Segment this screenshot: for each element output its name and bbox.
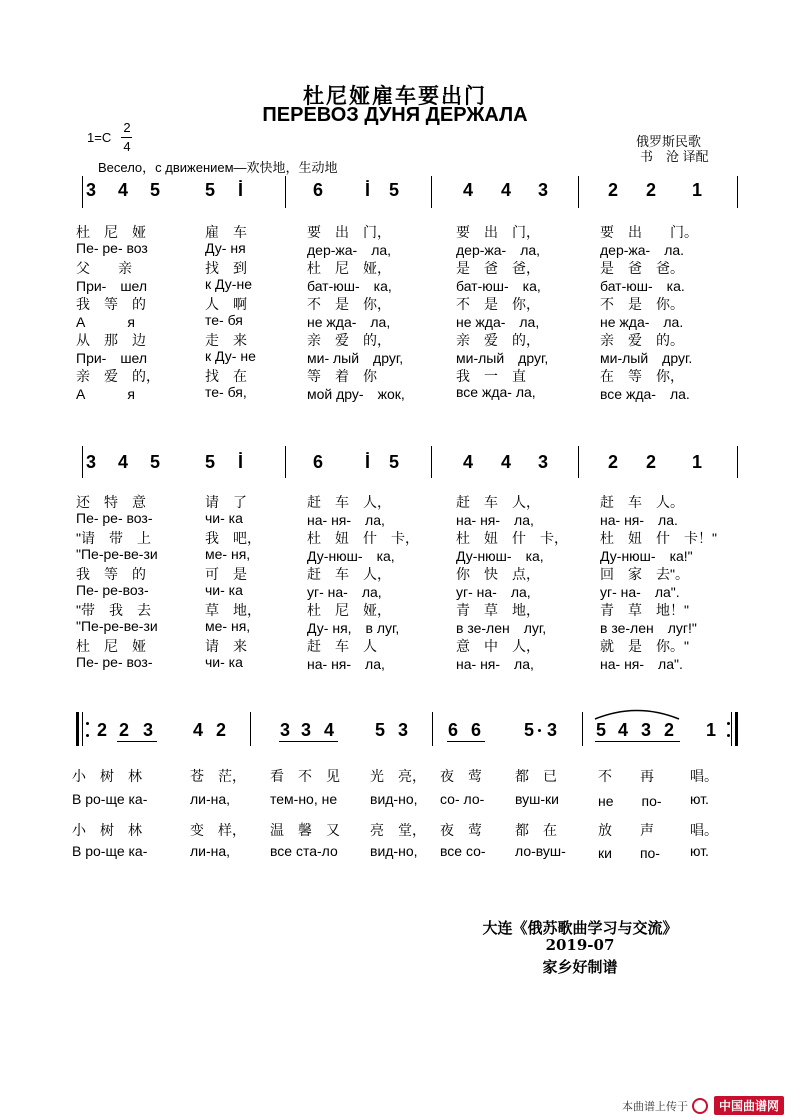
lyric-syllables: "请 带 上 <box>76 530 151 546</box>
lyric-syllables: Пе- ре-воз- <box>76 582 149 598</box>
note: 4 <box>501 452 512 472</box>
lyric-syllables: 赶 车 人， <box>456 494 540 510</box>
note: 4 <box>618 720 629 740</box>
lyric-syllables: на- ня- ла, <box>456 512 534 528</box>
note: 4 <box>193 720 204 740</box>
lyric-syllables: 要 出 门， <box>456 224 540 240</box>
lyric-syllables: все со- <box>440 843 486 859</box>
lyric-syllables: на- ня- ла, <box>456 656 534 672</box>
barline <box>582 712 583 746</box>
lyric-syllables: на- ня- ла". <box>600 656 683 672</box>
lyric-syllables: Ду-нюш- ка!" <box>600 548 693 564</box>
lyric-syllables: 赶 车 人。 <box>600 494 684 510</box>
lyric-syllables: 杜 妞 什 卡， <box>456 530 568 546</box>
lyric-syllables: 都 已 <box>515 768 557 784</box>
lyric-syllables: 变 样， <box>190 822 246 838</box>
credit-maker: 家乡好制谱 <box>542 958 618 976</box>
lyric-syllables: 要 出 门， <box>307 224 391 240</box>
note: 3 <box>538 452 549 472</box>
lyric-syllables: 小 树 林 <box>72 768 142 784</box>
note: 5 <box>150 452 161 472</box>
lyric-syllables: 杜 妞 什 卡， <box>307 530 419 546</box>
lyric-syllables: 夜 莺 <box>440 768 482 784</box>
lyric-syllables: на- ня- ла, <box>307 512 385 528</box>
lyric-syllables: ми- лый друг, <box>307 350 404 366</box>
lyric-syllables: 小 树 林 <box>72 822 142 838</box>
lyric-syllables: При- шел <box>76 278 148 294</box>
eighth-note-beam <box>595 741 680 742</box>
lyric-syllables: 找 到 <box>205 260 247 276</box>
time-signature-numerator: 2 <box>123 120 131 135</box>
lyric-syllables: 亲 爱 的， <box>307 332 391 348</box>
lyric-syllables: 请 了 <box>205 494 247 510</box>
barline <box>431 176 432 208</box>
lyric-syllables: 我 等 的 <box>76 566 146 582</box>
lyric-syllables: те- бя <box>205 312 243 328</box>
lyric-syllables: ми-лый друг, <box>456 350 549 366</box>
lyric-syllables: 等 着 你 <box>307 368 377 384</box>
repeat-end-thick <box>735 712 738 746</box>
lyric-syllables: бат-юш- ка, <box>456 278 541 294</box>
note: İ <box>365 452 371 472</box>
lyric-syllables: 人 啊 <box>205 296 247 312</box>
credit-date: 2019-07 <box>545 936 615 954</box>
note: İ <box>238 180 244 200</box>
note: 5 <box>524 720 535 740</box>
augmentation-dot <box>538 729 541 732</box>
lyric-syllables: тем-но, не <box>270 791 338 807</box>
lyric-syllables: вид-но, <box>370 843 418 859</box>
lyric-syllables: 光 亮， <box>370 768 426 784</box>
lyric-syllables: 杜 尼 娅， <box>307 602 391 618</box>
lyric-syllables: 赶 车 人 <box>307 638 377 654</box>
lyric-syllables: на- ня- ла, <box>307 656 385 672</box>
note: 5 <box>205 452 216 472</box>
lyric-syllables: 不 是 你。 <box>600 296 684 312</box>
eighth-note-beam <box>117 741 157 742</box>
lyric-syllables: в зе-лен луг, <box>456 620 547 636</box>
lyric-syllables: 找 在 <box>205 368 247 384</box>
repeat-dot <box>86 734 89 737</box>
lyric-syllables: вуш-ки <box>515 791 559 807</box>
lyric-syllables: 从 那 边 <box>76 332 146 348</box>
note: 2 <box>97 720 108 740</box>
lyric-syllables: 在 等 你， <box>600 368 684 384</box>
lyric-syllables: При- шел <box>76 350 148 366</box>
repeat-dot <box>727 734 730 737</box>
lyric-syllables: 可 是 <box>205 566 247 582</box>
lyric-syllables: Пе- ре- воз- <box>76 510 153 526</box>
barline <box>285 446 286 478</box>
lyric-syllables: 赶 车 人， <box>307 494 391 510</box>
lyric-syllables: Ду- ня, в луг, <box>307 620 400 636</box>
lyric-syllables: 你 快 点， <box>456 566 540 582</box>
note: 6 <box>448 720 459 740</box>
lyric-syllables: Ду-нюш- ка, <box>307 548 395 564</box>
lyric-syllables: мой дру- жок, <box>307 386 405 402</box>
lyric-syllables: к Ду-не <box>205 276 252 292</box>
lyric-syllables: 父 亲 <box>76 260 132 276</box>
note: 3 <box>538 180 549 200</box>
lyric-syllables: 回 家 去"。 <box>600 566 689 582</box>
note: 3 <box>301 720 312 740</box>
title-russian: ПЕРЕВОЗ ДУНЯ ДЕРЖАЛА <box>262 104 528 126</box>
song-origin: 俄罗斯民歌 <box>636 134 702 149</box>
lyric-syllables: уг- на- ла". <box>600 584 680 600</box>
lyric-syllables: 我 等 的 <box>76 296 146 312</box>
note: 5 <box>205 180 216 200</box>
note: 3 <box>86 180 97 200</box>
note: 4 <box>463 180 474 200</box>
key-signature: 1=C <box>87 130 112 145</box>
title-chinese: 杜尼娅雇车要出门 <box>303 83 487 108</box>
lyric-syllables: дер-жа- ла. <box>600 242 685 258</box>
lyric-syllables: ли-на, <box>190 843 231 859</box>
lyric-syllables: В ро-ще ка- <box>72 791 148 807</box>
repeat-start-thick <box>76 712 79 746</box>
lyric-syllables: 亲 爱 的， <box>76 368 160 384</box>
note: 3 <box>641 720 652 740</box>
lyric-syllables: 还 特 意 <box>76 494 146 510</box>
lyric-syllables: уг- на- ла, <box>456 584 531 600</box>
lyric-syllables: бат-юш- ка, <box>307 278 392 294</box>
lyric-syllables: ме- ня, <box>205 546 251 562</box>
lyric-syllables: 温 馨 又 <box>270 822 340 838</box>
note: 6 <box>313 452 324 472</box>
lyric-syllables: не по- <box>598 793 662 809</box>
site-logo: 中国曲谱网 <box>714 1096 784 1115</box>
lyric-syllables: Пе- ре- воз- <box>76 654 153 670</box>
lyric-syllables: 走 来 <box>205 332 247 348</box>
lyric-syllables: чи- ка <box>205 582 243 598</box>
lyric-syllables: 我 吧， <box>205 530 261 546</box>
lyric-syllables: все ста-ло <box>270 843 338 859</box>
note: 6 <box>471 720 482 740</box>
note: 4 <box>463 452 474 472</box>
note: 4 <box>501 180 512 200</box>
lyric-syllables: 青 草 地！" <box>600 602 689 618</box>
lyric-syllables: 都 在 <box>515 822 557 838</box>
tempo-marking: Весело，с движением—欢快地，生动地 <box>98 160 338 175</box>
note: 2 <box>664 720 675 740</box>
translator-credit: 书 沧 译配 <box>640 149 709 164</box>
lyric-syllables: чи- ка <box>205 654 243 670</box>
note: 3 <box>547 720 558 740</box>
lyric-syllables: 不 是 你， <box>456 296 540 312</box>
lyric-syllables: уг- на- ла, <box>307 584 382 600</box>
lyric-syllables: Пе- ре- воз <box>76 240 148 256</box>
note: 1 <box>692 180 703 200</box>
lyric-syllables: А я <box>76 386 135 402</box>
note: İ <box>365 180 371 200</box>
lyric-syllables: 亲 爱 的， <box>456 332 540 348</box>
lyric-syllables: 草 地， <box>205 602 261 618</box>
note: 2 <box>608 452 619 472</box>
note: 2 <box>646 452 657 472</box>
time-signature-bar <box>121 137 132 138</box>
eighth-note-beam <box>279 741 338 742</box>
note: 5 <box>150 180 161 200</box>
lyric-syllables: 杜 尼 娅 <box>76 224 146 240</box>
lyric-syllables: Ду-нюш- ка, <box>456 548 544 564</box>
repeat-dot <box>727 722 730 725</box>
lyric-syllables: "Пе-ре-ве-зи <box>76 546 158 562</box>
note: 6 <box>313 180 324 200</box>
barline <box>432 712 433 746</box>
lyric-syllables: те- бя, <box>205 384 247 400</box>
note: 4 <box>118 180 129 200</box>
note: İ <box>238 452 244 472</box>
lyric-syllables: бат-юш- ка. <box>600 278 685 294</box>
note: 5 <box>375 720 386 740</box>
lyric-syllables: ме- ня, <box>205 618 251 634</box>
lyric-syllables: ют. <box>690 843 709 859</box>
barline <box>431 446 432 478</box>
slur-mark <box>592 706 682 720</box>
lyric-syllables: Ду- ня <box>205 240 246 256</box>
lyric-syllables: 我 一 直 <box>456 368 526 384</box>
barline <box>737 176 738 208</box>
note: 4 <box>118 452 129 472</box>
lyric-syllables: ми-лый друг. <box>600 350 693 366</box>
lyric-syllables: ли-на, <box>190 791 231 807</box>
lyric-syllables: дер-жа- ла, <box>307 242 392 258</box>
time-signature-denominator: 4 <box>123 139 131 154</box>
note: 1 <box>692 452 703 472</box>
lyric-syllables: "Пе-ре-ве-зи <box>76 618 158 634</box>
lyric-syllables: ки по- <box>598 845 660 861</box>
lyric-syllables: ло-вуш- <box>515 843 566 859</box>
lyric-syllables: 青 草 地， <box>456 602 540 618</box>
lyric-syllables: 请 来 <box>205 638 247 654</box>
repeat-dot <box>86 722 89 725</box>
note: 3 <box>280 720 291 740</box>
lyric-syllables: 要 出 门。 <box>600 224 698 240</box>
lyric-syllables: В ро-ще ка- <box>72 843 148 859</box>
credit-source: 大连《俄苏歌曲学习与交流》 <box>482 919 678 937</box>
lyric-syllables: все жда- ла, <box>456 384 536 400</box>
note: 5 <box>389 452 400 472</box>
note: 2 <box>216 720 227 740</box>
lyric-syllables: 放 声 <box>598 822 654 838</box>
lyric-syllables: в зе-лен луг!" <box>600 620 697 636</box>
lyric-syllables: 杜 尼 娅 <box>76 638 146 654</box>
lyric-syllables: все жда- ла. <box>600 386 690 402</box>
lyric-syllables: дер-жа- ла, <box>456 242 541 258</box>
note: 2 <box>119 720 130 740</box>
note: 2 <box>608 180 619 200</box>
lyric-syllables: 苍 茫， <box>190 768 246 784</box>
lyric-syllables: на- ня- ла. <box>600 512 678 528</box>
lyric-syllables: не жда- ла. <box>600 314 684 330</box>
lyric-syllables: "带 我 去 <box>76 602 151 618</box>
lyric-syllables: 赶 车 人， <box>307 566 391 582</box>
lyric-syllables: 杜 妞 什 卡！" <box>600 530 717 546</box>
barline <box>285 176 286 208</box>
site-logo-icon <box>692 1098 708 1114</box>
lyric-syllables: не жда- ла, <box>456 314 540 330</box>
lyric-syllables: 看 不 见 <box>270 768 340 784</box>
note: 5 <box>596 720 607 740</box>
lyric-syllables: 唱。 <box>690 768 718 784</box>
lyric-syllables: 夜 莺 <box>440 822 482 838</box>
lyric-syllables: вид-но, <box>370 791 418 807</box>
lyric-syllables: 不 再 <box>598 768 654 784</box>
barline <box>82 176 83 208</box>
barline <box>737 446 738 478</box>
lyric-syllables: к Ду- не <box>205 348 256 364</box>
lyric-syllables: 亮 堂， <box>370 822 426 838</box>
watermark-footer <box>622 1096 784 1115</box>
lyric-syllables: со- ло- <box>440 791 485 807</box>
note: 3 <box>86 452 97 472</box>
repeat-end-thin <box>731 712 732 746</box>
lyric-syllables: чи- ка <box>205 510 243 526</box>
lyric-syllables: 意 中 人， <box>456 638 540 654</box>
lyric-syllables: 杜 尼 娅， <box>307 260 391 276</box>
lyric-syllables: 就 是 你。" <box>600 638 689 654</box>
eighth-note-beam <box>447 741 485 742</box>
barline <box>578 446 579 478</box>
note: 1 <box>706 720 717 740</box>
note: 3 <box>143 720 154 740</box>
lyric-syllables: ют. <box>690 791 709 807</box>
repeat-start-thin <box>82 712 83 746</box>
lyric-syllables: 是 爸 爸。 <box>600 260 684 276</box>
lyric-syllables: не жда- ла, <box>307 314 391 330</box>
note: 4 <box>324 720 335 740</box>
lyric-syllables: 雇 车 <box>205 224 247 240</box>
lyric-syllables: 不 是 你， <box>307 296 391 312</box>
barline <box>82 446 83 478</box>
lyric-syllables: 是 爸 爸， <box>456 260 540 276</box>
footer-text: 本曲谱上传于 <box>621 1100 688 1113</box>
lyric-syllables: 亲 爱 的。 <box>600 332 684 348</box>
note: 2 <box>646 180 657 200</box>
note: 3 <box>398 720 409 740</box>
barline <box>578 176 579 208</box>
barline <box>250 712 251 746</box>
note: 5 <box>389 180 400 200</box>
lyric-syllables: 唱。 <box>690 822 718 838</box>
lyric-syllables: А я <box>76 314 135 330</box>
